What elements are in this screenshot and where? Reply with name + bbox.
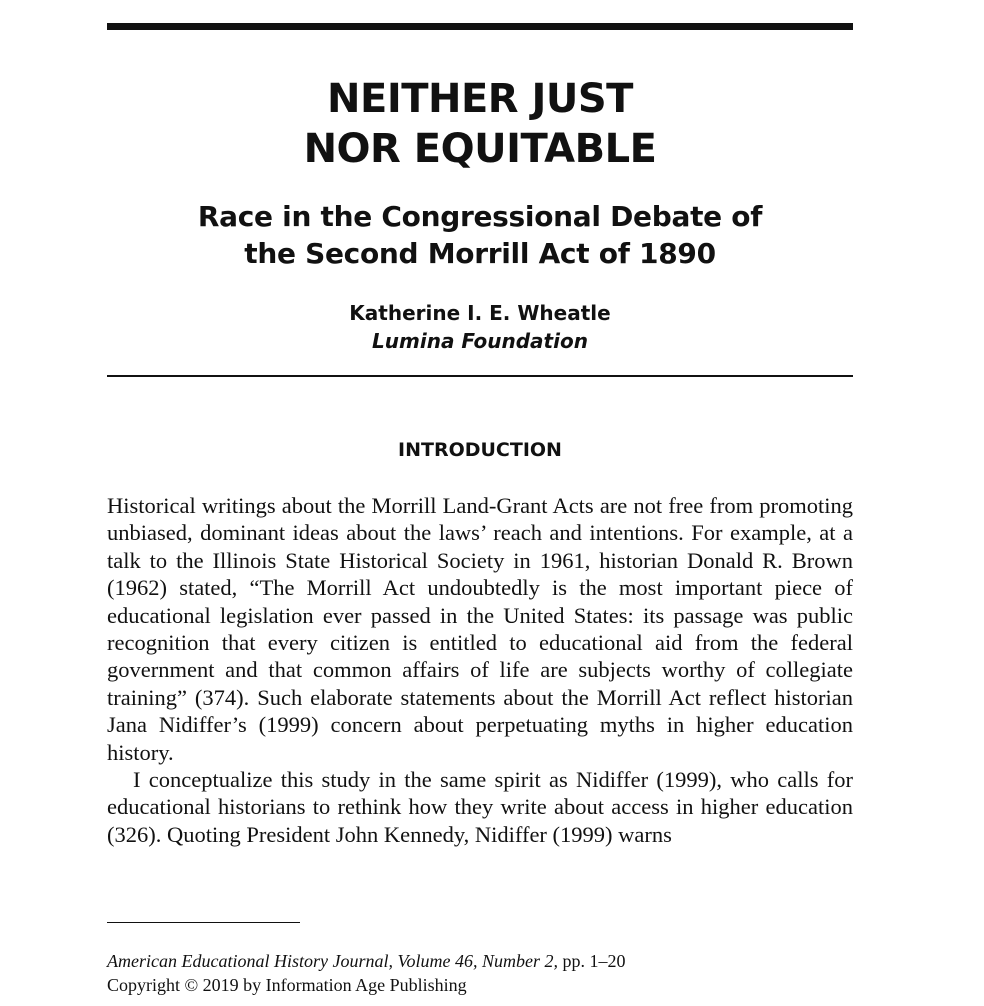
author-name: Katherine I. E. Wheatle: [349, 301, 611, 325]
subtitle-line-1: Race in the Congressional Debate of: [197, 200, 763, 233]
journal-name: American Educational History Journal, Volume 46, Number 2,: [107, 951, 558, 971]
footnote-rule: [107, 922, 300, 923]
title-line-2: NOR EQUITABLE: [303, 126, 657, 172]
article-subtitle: [107, 198, 853, 272]
subtitle-line-2: the Second Morrill Act of 1890: [244, 237, 716, 270]
paragraph: Historical writings about the Morrill Land-Grant Acts are not free from promoting unbiased, dominant ideas about the laws’ reach and intentions. For example, at a talk to the Illinois State Historical Society in 1961, historian Donald R. Brown (1962) stated, “The Morrill Act undoubtedly is the most important piece of educational legislation ever passed in the United States: its passage was public recognition that every citizen is entitled to educational aid from the federal government and that common affairs of life are subjects worthy of collegiate training” (374). Such elaborate statements about the Morrill Act reflect historian Jana Nidiffer’s (1999) concern about perpetuating myths in higher education history.: [107, 493, 853, 765]
header-divider: [107, 375, 853, 377]
section-heading: INTRODUCTION: [398, 439, 562, 461]
copyright-notice: Copyright © 2019 by Information Age Publishing: [107, 975, 467, 995]
journal-citation: [107, 949, 853, 973]
article-title: [107, 74, 853, 174]
title-line-1: NEITHER JUST: [327, 76, 633, 122]
page-range: pp. 1–20: [557, 951, 626, 971]
page-footer: [107, 949, 853, 997]
author-affiliation: Lumina Foundation: [372, 329, 588, 353]
body-text: [107, 492, 853, 848]
paragraph: I conceptualize this study in the same spirit as Nidiffer (1999), who calls for educational historians to rethink how they write about access in higher education (326). Quoting President John Kennedy, Nidiffer (1999) warns: [107, 767, 853, 847]
top-rule: [107, 23, 853, 30]
